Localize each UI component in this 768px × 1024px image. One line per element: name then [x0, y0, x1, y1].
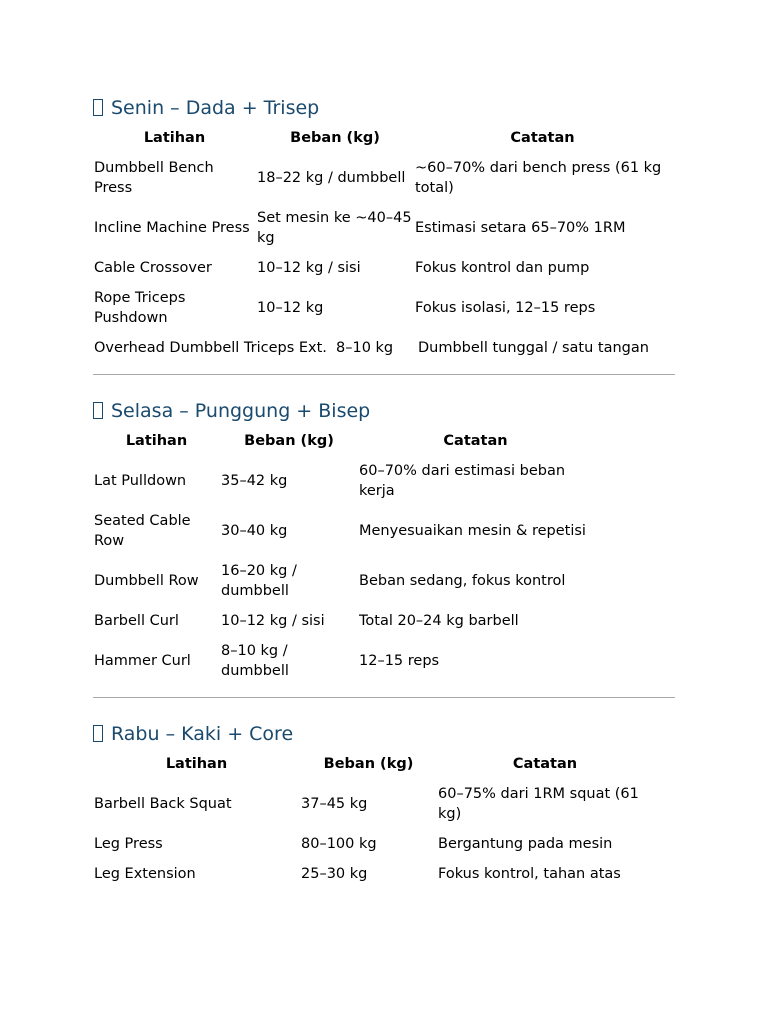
workout-table-senin: [93, 123, 671, 333]
table-row: [93, 606, 593, 636]
section-title-text: Rabu – Kaki + Core: [111, 723, 294, 745]
table-row: [93, 779, 653, 829]
cell-catatan: Dumbbell tunggal / satu tangan: [418, 340, 649, 356]
section-senin: [93, 93, 675, 363]
cell-beban: 30–40 kg: [221, 523, 288, 539]
document-page: [93, 93, 675, 889]
cell-beban: Set mesin ke ~40–45 kg: [257, 210, 412, 246]
cell-catatan: Menyesuaikan mesin & repetisi: [359, 523, 586, 539]
workout-table-selasa: [93, 426, 593, 686]
section-rabu: [93, 719, 675, 889]
table-row: [93, 283, 671, 333]
cell-catatan: Beban sedang, fokus kontrol: [359, 573, 566, 589]
table-row: [93, 253, 671, 283]
section-title: [93, 719, 675, 749]
section-title: [93, 396, 675, 426]
table-row: [93, 556, 593, 606]
table-header-row: [93, 426, 593, 456]
table-row: [93, 153, 671, 203]
cell-catatan: Fokus kontrol dan pump: [415, 260, 590, 276]
cell-catatan: Total 20–24 kg barbell: [359, 613, 519, 629]
missing-glyph-icon: [93, 725, 103, 742]
cell-beban: 16–20 kg / dumbbell: [221, 563, 297, 599]
cell-beban: 80–100 kg: [301, 836, 377, 852]
cell-latihan: Incline Machine Press: [94, 220, 250, 236]
workout-table-rabu: [93, 749, 653, 889]
cell-beban: 10–12 kg: [257, 300, 324, 316]
cell-latihan: Barbell Back Squat: [94, 796, 232, 812]
cell-latihan: Barbell Curl: [94, 613, 179, 629]
section-selasa: [93, 396, 675, 686]
header-catatan: Catatan: [512, 756, 578, 772]
header-catatan: Catatan: [510, 130, 575, 146]
cell-beban: 8–10 kg: [336, 340, 394, 356]
table-row: [93, 506, 593, 556]
cell-catatan: ~60–70% dari bench press (61 kg total): [415, 160, 662, 196]
cell-catatan: 12–15 reps: [359, 653, 440, 669]
cell-latihan: Leg Extension: [94, 866, 196, 882]
table-row: [93, 636, 593, 686]
section-title: [93, 93, 675, 123]
cell-latihan: Seated Cable Row: [94, 513, 191, 549]
header-latihan: Latihan: [125, 433, 188, 449]
missing-glyph-icon: [93, 402, 103, 419]
cell-beban: 37–45 kg: [301, 796, 368, 812]
table-row: [93, 859, 653, 889]
cell-latihan: Leg Press: [94, 836, 163, 852]
section-title-text: Senin – Dada + Trisep: [111, 97, 320, 119]
cell-beban: 8–10 kg / dumbbell: [221, 643, 289, 679]
table-header-row: [93, 123, 671, 153]
cell-catatan: Fokus kontrol, tahan atas: [438, 866, 621, 882]
table-row: [93, 203, 671, 253]
section-divider: [93, 374, 675, 375]
section-divider: [93, 697, 675, 698]
cell-latihan: Overhead Dumbbell Triceps Ext.: [94, 340, 327, 356]
cell-catatan: 60–70% dari estimasi beban kerja: [359, 463, 566, 499]
header-beban: Beban (kg): [290, 130, 380, 146]
header-beban: Beban (kg): [244, 433, 334, 449]
cell-latihan: Dumbbell Row: [94, 573, 199, 589]
table-row: [93, 456, 593, 506]
table-row: [93, 333, 671, 363]
section-title-text: Selasa – Punggung + Bisep: [111, 400, 371, 422]
table-row: [93, 829, 653, 859]
header-latihan: Latihan: [143, 130, 206, 146]
workout-table-senin-last: [93, 333, 671, 363]
cell-catatan: 60–75% dari 1RM squat (61 kg): [438, 786, 639, 822]
missing-glyph-icon: [93, 99, 103, 116]
cell-latihan: Cable Crossover: [94, 260, 212, 276]
cell-latihan: Rope Triceps Pushdown: [94, 290, 186, 326]
table-header-row: [93, 749, 653, 779]
cell-latihan: Dumbbell Bench Press: [94, 160, 214, 196]
cell-beban: 10–12 kg / sisi: [221, 613, 325, 629]
cell-catatan: Bergantung pada mesin: [438, 836, 613, 852]
cell-latihan: Lat Pulldown: [94, 473, 187, 489]
cell-beban: 35–42 kg: [221, 473, 288, 489]
cell-catatan: Estimasi setara 65–70% 1RM: [415, 220, 626, 236]
cell-beban: 18–22 kg / dumbbell: [257, 170, 406, 186]
cell-latihan: Hammer Curl: [94, 653, 191, 669]
cell-beban: 25–30 kg: [301, 866, 368, 882]
cell-catatan: Fokus isolasi, 12–15 reps: [415, 300, 596, 316]
header-catatan: Catatan: [443, 433, 508, 449]
cell-beban: 10–12 kg / sisi: [257, 260, 361, 276]
header-beban: Beban (kg): [323, 756, 414, 772]
header-latihan: Latihan: [165, 756, 228, 772]
